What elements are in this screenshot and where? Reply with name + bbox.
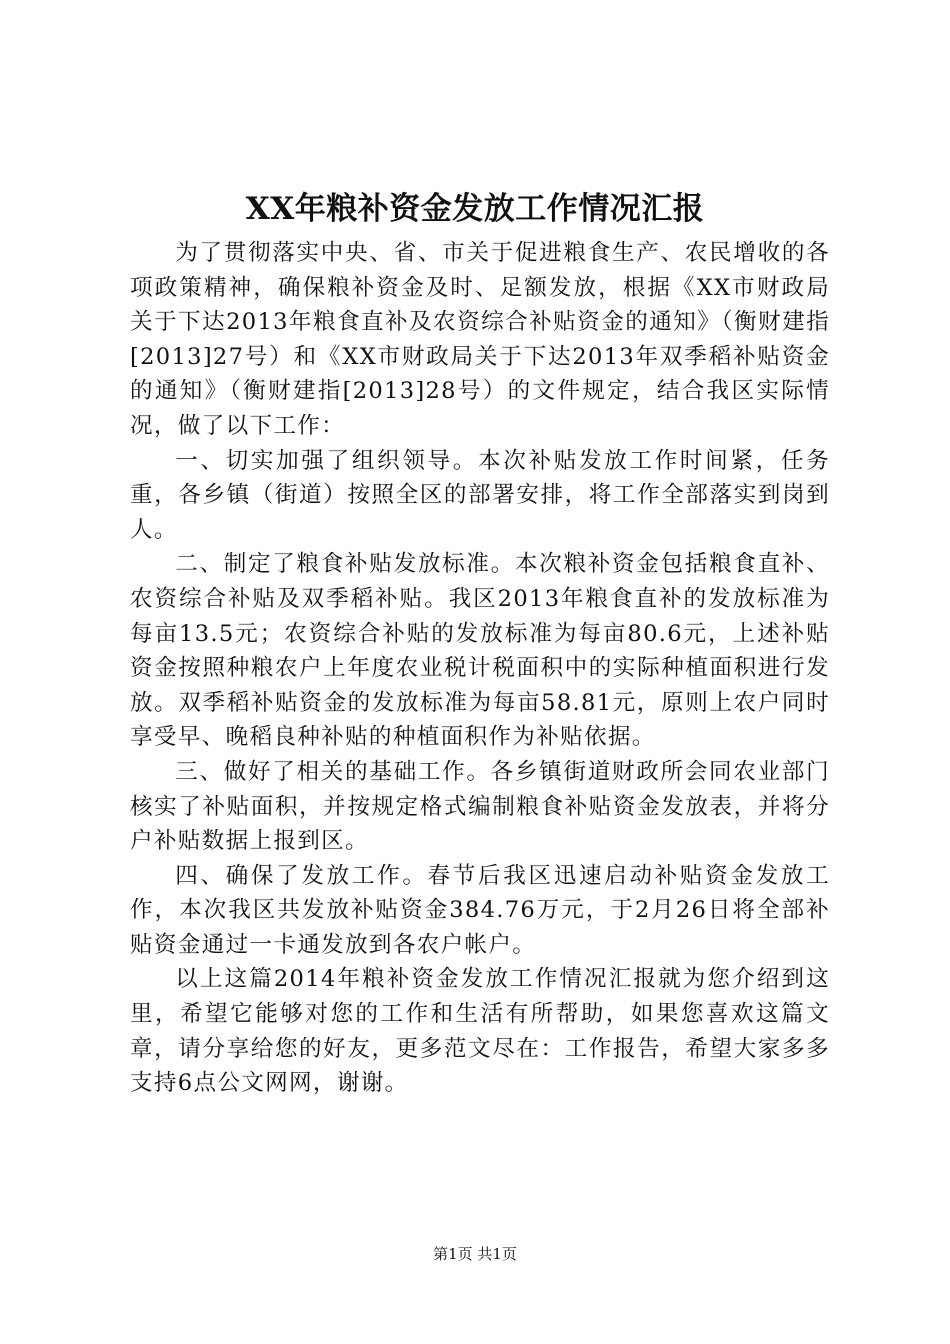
paragraph-groundwork: 三、做好了相关的基础工作。各乡镇街道财政所会同农业部门核实了补贴面积，并按规定格式编制粮食补贴资金发放表，并将分户补贴数据上报到区。 — [130, 758, 830, 855]
document-body — [130, 236, 830, 1101]
document-title: XX年粮补资金发放工作情况汇报 — [245, 191, 705, 227]
paragraph-distribution: 四、确保了发放工作。春节后我区迅速启动补贴资金发放工作，本次我区共发放补贴资金384.76万元，于2月26日将全部补贴资金通过一卡通发放到各农户帐户。 — [130, 862, 830, 958]
page-footer: 第1页 共1页 — [433, 1245, 517, 1263]
paragraph-closing: 以上这篇2014年粮补资金发放工作情况汇报就为您介绍到这里，希望它能够对您的工作和生活有所帮助，如果您喜欢这篇文章，请分享给您的好友，更多范文尽在：工作报告，希望大家多多支持6点公文网网，谢谢。 — [130, 966, 830, 1097]
paragraph-organization: 一、切实加强了组织领导。本次补贴发放工作时间紧，任务重，各乡镇（街道）按照全区的部署安排，将工作全部落实到岗到人。 — [130, 447, 830, 543]
paragraph-intro: 为了贯彻落实中央、省、市关于促进粮食生产、农民增收的各项政策精神，确保粮补资金及时、足额发放，根据《XX市财政局关于下达2013年粮食直补及农资综合补贴资金的通知》（衡财建指[2013]27号）和《XX市财政局关于下达2013年双季稻补贴资金的通知》（衡财建指[2013]28号）的文件规定，结合我区实际情况，做了以下工作： — [130, 240, 830, 439]
paragraph-subsidy-standards: 二、制定了粮食补贴发放标准。本次粮补资金包括粮食直补、农资综合补贴及双季稻补贴。我区2013年粮食直补的发放标准为每亩13.5元；农资综合补贴的发放标准为每亩80.6元，上述补贴资金按照种粮农户上年度农业税计税面积中的实际种植面积进行发放。双季稻补贴资金的发放标准为每亩58.81元，原则上农户同时享受早、晚稻良种补贴的种植面积作为补贴依据。 — [130, 551, 830, 751]
